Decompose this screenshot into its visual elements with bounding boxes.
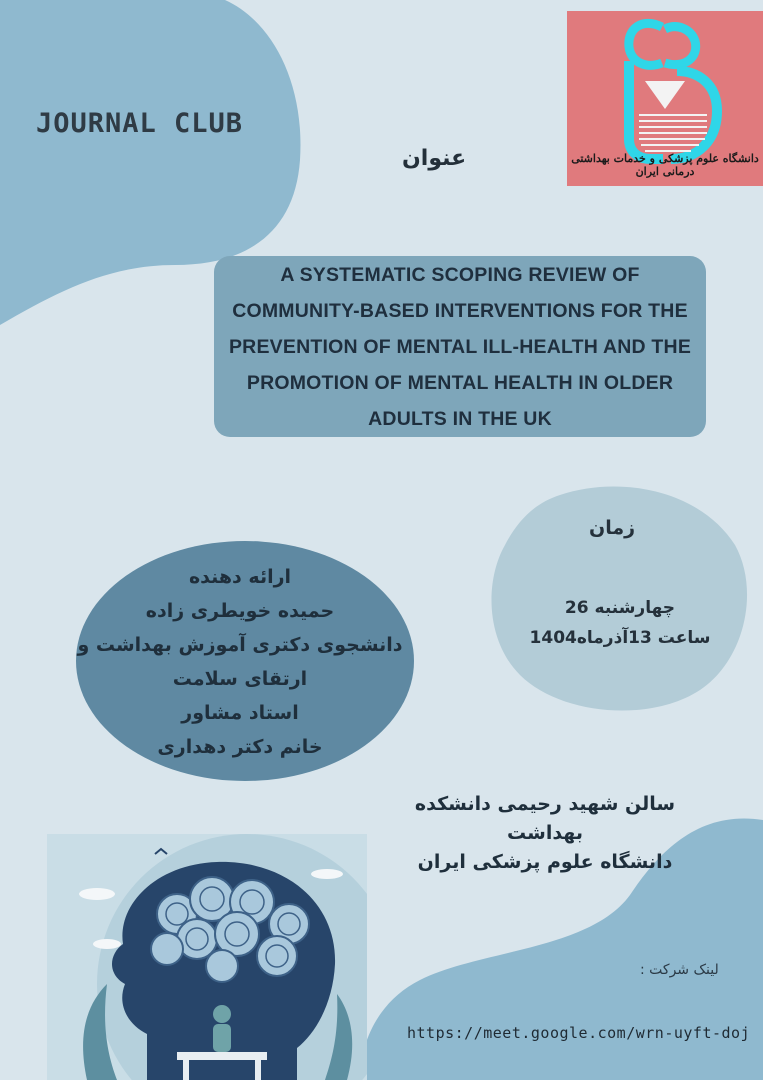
venue-line1: سالن شهید رحیمی دانشکده — [414, 793, 676, 815]
journal-club-heading: JOURNAL CLUB — [36, 108, 244, 139]
time-hour: ساعت 13آذرماه1404 — [529, 628, 711, 648]
link-label: لینک شرکت : — [640, 962, 719, 978]
paper-title-box — [214, 256, 706, 437]
presenter-role-label: ارائه دهنده — [188, 566, 292, 588]
presenter-program-line1: دانشجوی دکتری آموزش بهداشت و — [77, 634, 403, 656]
time-day: چهارشنبه 26 — [564, 598, 676, 618]
presenter-info — [20, 560, 460, 764]
logo-caption: دانشگاه علوم پزشکی و خدمات بهداشتی درمانی ایران — [571, 152, 759, 178]
title-label: عنوان — [402, 146, 467, 171]
advisor-name: خانم دکتر دهداری — [157, 736, 323, 758]
venue-line3: دانشگاه علوم پزشکی ایران — [417, 851, 673, 873]
mental-health-illustration — [47, 834, 367, 1080]
meeting-link[interactable]: https://meet.google.com/wrn-uyft-doj — [407, 1024, 751, 1042]
presenter-program-line2: ارتقای سلامت — [172, 668, 308, 690]
venue-line2: بهداشت — [507, 822, 583, 844]
paper-title: A SYSTEMATIC SCOPING REVIEW OF COMMUNITY-BASED INTERVENTIONS FOR THE PREVENTION OF MENTAL ILL-HEALTH AND THE PROMOTION OF MENTAL HEALTH IN OLDER ADULTS IN THE UK — [228, 263, 692, 430]
head-brain-illustration-icon — [47, 834, 367, 1080]
advisor-label: استاد مشاور — [181, 702, 299, 724]
time-label: زمان — [589, 517, 636, 539]
presenter-name: حمیده خویطری زاده — [145, 600, 335, 622]
university-logo — [567, 11, 763, 186]
venue-info — [400, 790, 690, 877]
